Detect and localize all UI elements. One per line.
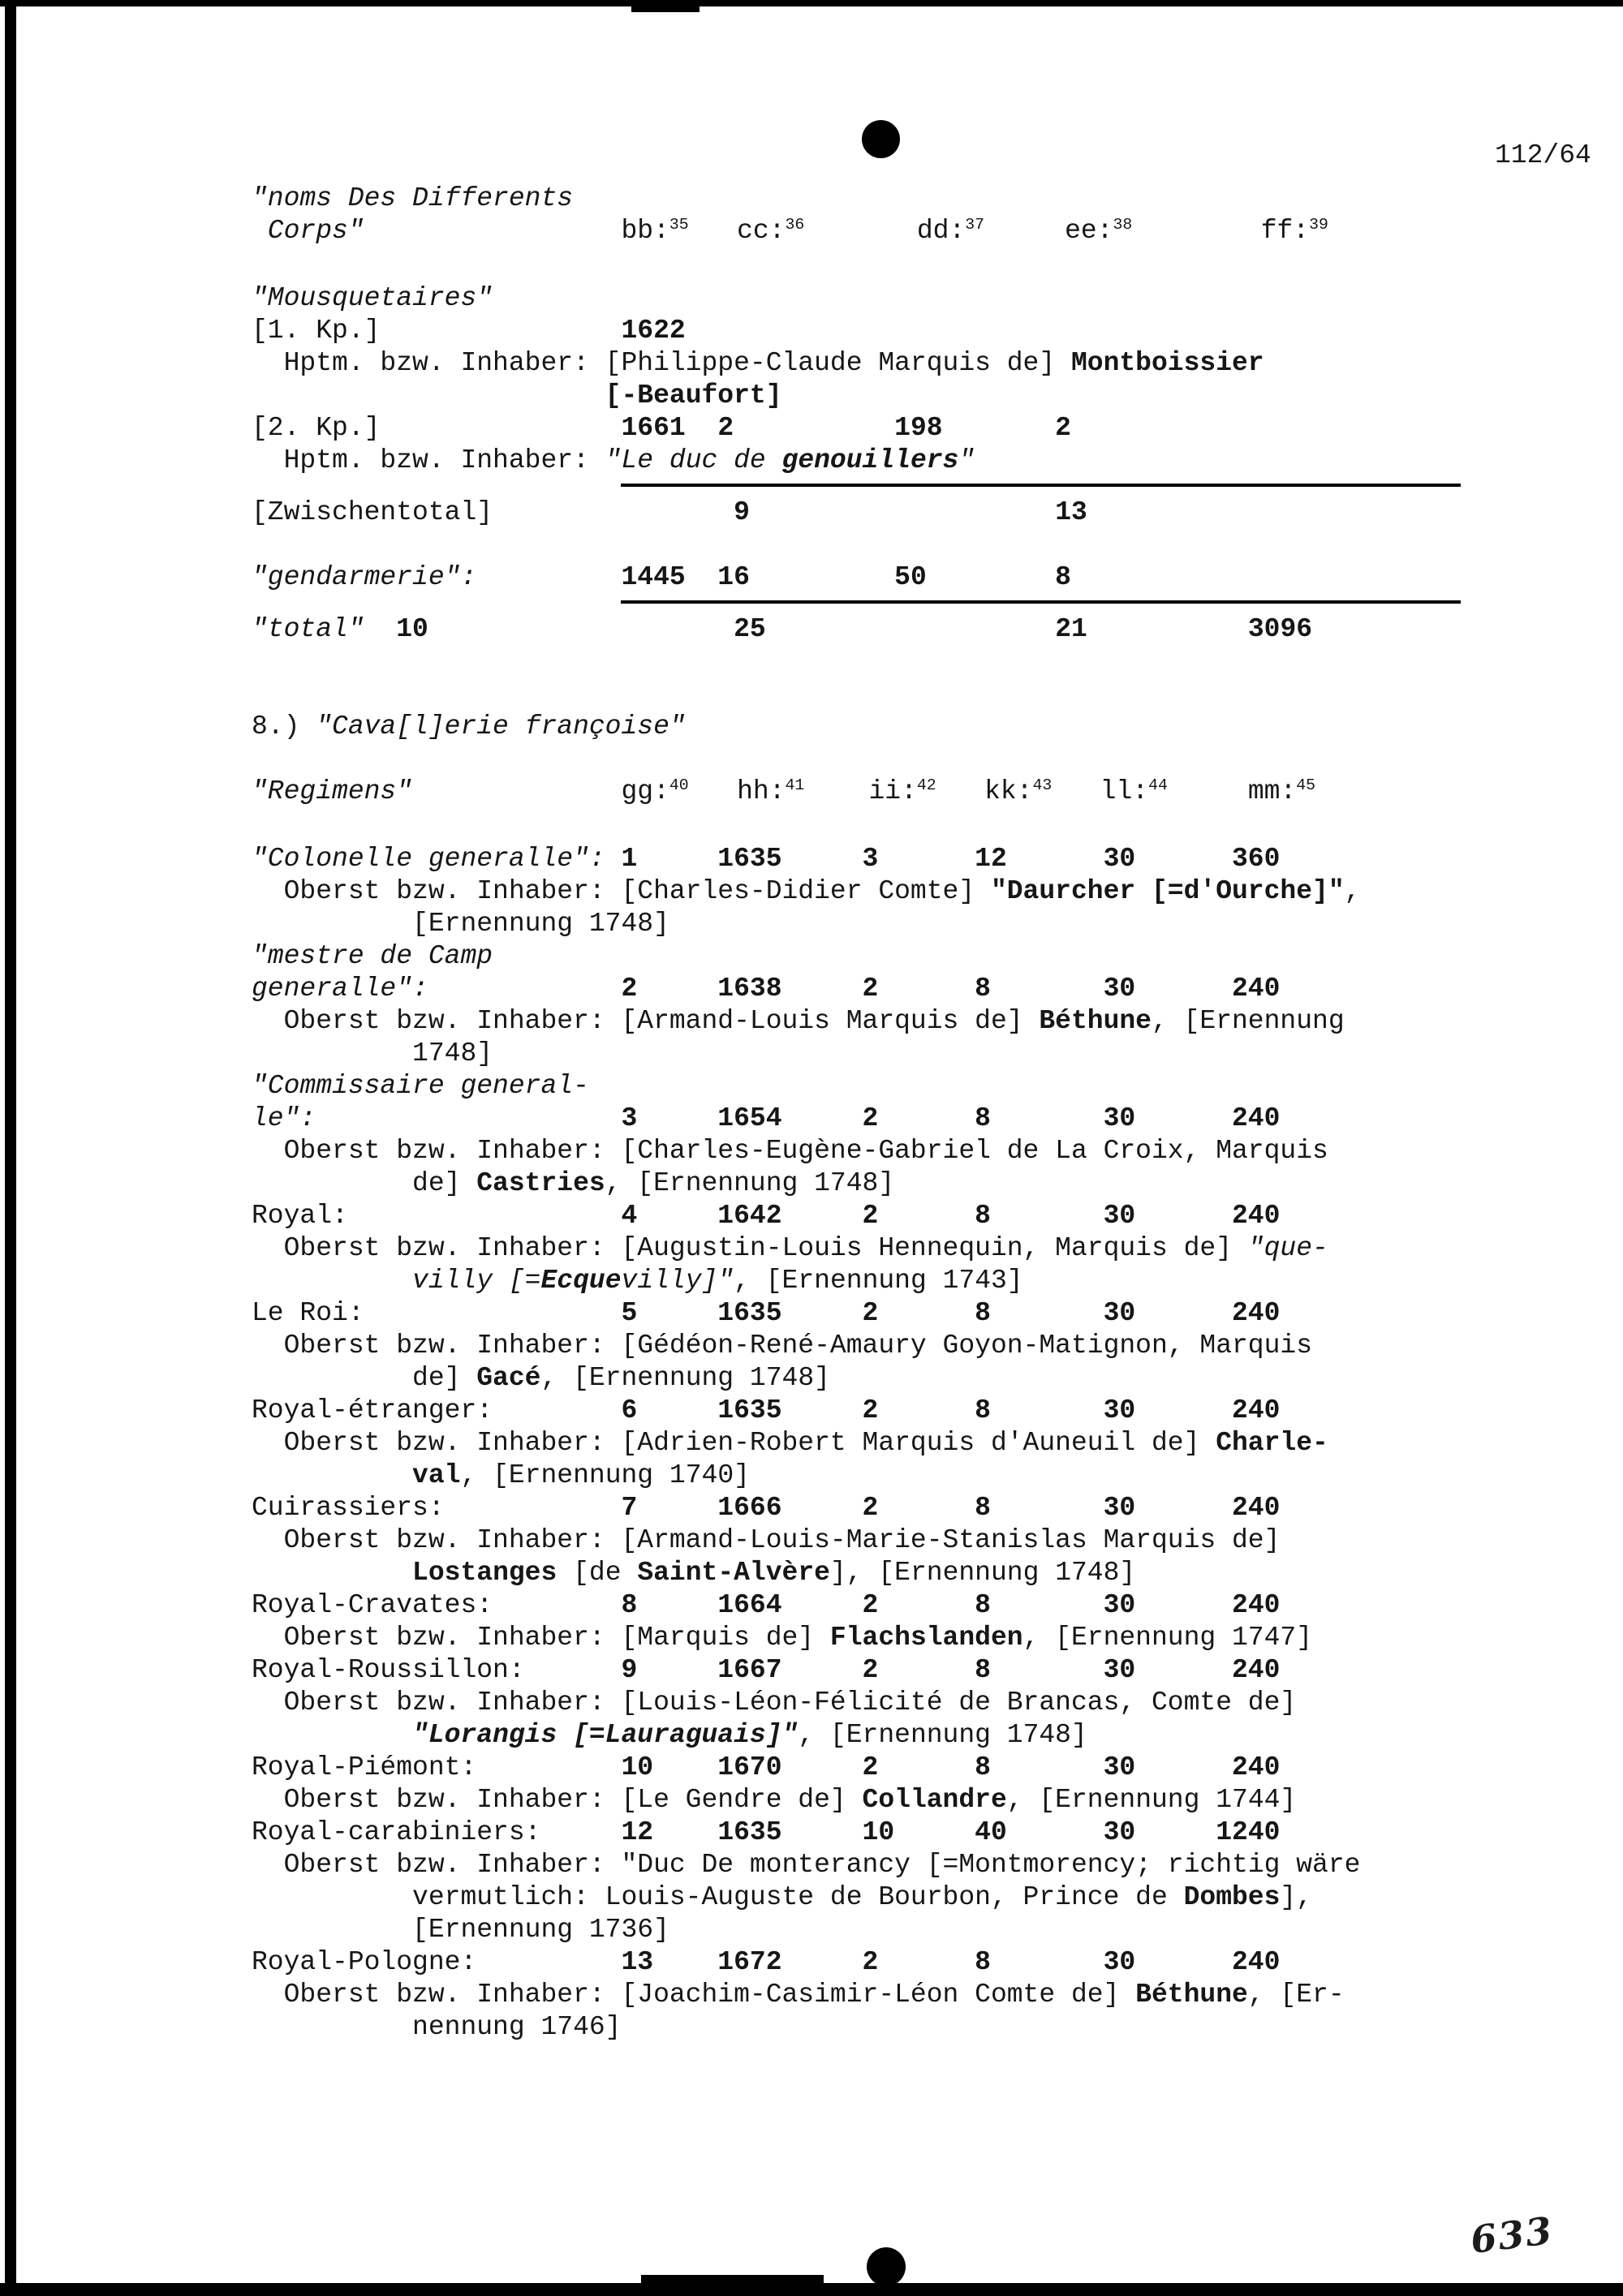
text-line [252,1460,1518,1492]
text-segment: 44 [1148,776,1168,795]
text-segment [766,614,1055,644]
table-rule [621,600,1461,604]
text-line [252,973,1518,1005]
text-segment [476,1752,621,1782]
text-segment: [1. Kp.] [252,316,381,346]
text-line [252,875,1518,908]
text-segment: 1622 [621,316,686,346]
hole-punch-mark-bottom [867,2247,906,2286]
text-line [252,1524,1518,1557]
text-line [252,1817,1518,1849]
text-segment: 45 [1296,776,1316,795]
text-line [252,776,1518,810]
text-segment: 42 [916,776,936,795]
text-segment: , [Ernennung 1740] [460,1460,750,1490]
text-segment: , [Ernennung 1744] [1006,1785,1297,1815]
text-segment: [2. Kp.] [252,413,381,443]
text-segment [316,1103,621,1133]
text-line [252,1200,1518,1232]
text-segment [364,614,397,644]
text-segment: Lostanges [412,1558,558,1588]
text-segment: gg: [621,776,669,806]
text-segment: ], [1280,1882,1313,1912]
text-segment: 10 [396,614,428,644]
text-segment [252,1558,412,1588]
text-line [252,1622,1518,1654]
text-segment [380,413,621,443]
text-line [252,1427,1518,1460]
text-segment: Flachslanden [829,1623,1023,1653]
text-segment: Oberst bzw. Inhaber: [Joachim-Casimir-Léon Comte de] [252,1980,1136,2010]
text-segment [936,776,984,806]
text-segment: villy]" [621,1266,734,1296]
text-segment [493,1395,621,1425]
text-segment [428,614,734,644]
text-segment: Royal-Pologne: [252,1947,477,1977]
text-segment: de] [252,1168,477,1198]
text-segment [476,562,621,592]
text-segment: bb: [621,216,669,246]
text-segment: Oberst bzw. Inhaber: [Augustin-Louis Hennequin, Marquis de] [252,1233,1248,1263]
text-line [252,380,1518,412]
text-segment: Corps" [252,216,364,246]
text-segment [493,497,734,527]
text-segment: 2 1638 2 8 30 240 [621,974,1281,1004]
text-segment: 1445 16 50 8 [621,562,1071,592]
table-rule [621,484,1461,487]
text-segment: hh: [737,776,786,806]
text-line [252,183,1518,215]
text-segment: 9 1667 2 8 30 240 [621,1655,1281,1685]
text-segment [493,1590,621,1620]
text-segment: "Regimens" [252,776,413,806]
text-segment: Royal-étranger: [252,1395,493,1425]
text-segment: "noms Des Differents [252,183,574,213]
text-segment [364,1298,622,1328]
text-segment: Oberst bzw. Inhaber: [Charles-Eugène-Gabriel de La Croix, Marquis [252,1136,1328,1166]
text-line [252,1849,1518,1881]
text-segment: [Ernennung 1736] [252,1915,669,1945]
text-line [252,743,1518,776]
text-segment: vermutlich: Louis-Auguste de Bourbon, Prince de [252,1882,1184,1912]
text-line [252,1914,1518,1946]
text-line [252,1881,1518,1914]
typewritten-lines [252,183,1518,2044]
text-segment: Hptm. bzw. Inhaber: [Philippe-Claude Marquis de] [252,348,1071,378]
text-line [252,1232,1518,1265]
text-segment: ee: [1065,216,1113,246]
text-segment [540,1817,621,1847]
text-line [252,347,1518,380]
text-segment [252,1720,412,1750]
text-segment: 1661 2 198 2 [621,413,1071,443]
text-segment: [-Beaufort] [605,381,782,411]
text-segment: " [958,445,975,475]
text-segment: Béthune [1135,1980,1248,2010]
text-segment: generalle": [252,974,428,1004]
text-line [252,1362,1518,1395]
text-segment: ll: [1100,776,1149,806]
text-segment: 12 1635 10 40 30 1240 [621,1817,1281,1847]
text-segment: ], [Ernennung 1748] [829,1558,1136,1588]
text-line [252,1946,1518,1979]
text-segment [1132,216,1260,246]
text-line [252,646,1518,678]
text-segment: Oberst bzw. Inhaber: [Le Gendre de] [252,1785,863,1815]
text-segment: 3096 [1247,614,1313,644]
text-line [252,529,1518,561]
text-segment: "total" [252,614,364,644]
text-segment: 4 1642 2 8 30 240 [621,1201,1281,1231]
text-segment: Dombes [1183,1882,1281,1912]
text-segment [750,497,1055,527]
text-segment: Le Roi: [252,1298,364,1328]
text-line [252,2011,1518,2044]
text-segment: , [Ernennung [1151,1006,1345,1036]
text-line [252,1005,1518,1038]
text-segment: ff: [1260,216,1310,246]
handwritten-folio-number: 633 [1468,2208,1556,2263]
text-line [252,412,1518,445]
text-segment: mm: [1247,776,1297,806]
text-line [252,908,1518,940]
text-segment: 8.) [252,712,316,742]
text-segment: Collandre [862,1785,1007,1815]
text-segment: 10 1670 2 8 30 240 [621,1752,1281,1782]
text-line [252,1395,1518,1427]
text-segment: "que- [1247,1233,1328,1263]
scan-edge-top [0,0,1623,6]
text-segment: Montboissier [1070,348,1264,378]
text-segment: Castries [476,1168,605,1198]
text-segment [348,1201,622,1231]
text-line [252,1589,1518,1622]
text-segment: de] [252,1363,477,1393]
text-segment: , [Ernennung 1743] [734,1266,1023,1296]
text-segment: Oberst bzw. Inhaber: [Charles-Didier Comte] [252,876,991,906]
text-line [252,678,1518,711]
text-segment: val [412,1460,461,1490]
text-segment: "Colonelle generalle": [252,844,605,874]
text-segment: Hptm. bzw. Inhaber: [252,445,605,475]
text-segment: Oberst bzw. Inhaber: [Louis-Léon-Félicité de Brancas, Comte de] [252,1688,1297,1718]
text-line [252,1070,1518,1103]
text-line [252,1038,1518,1070]
text-segment: [Zwischentotal] [252,497,493,527]
document-page [252,183,1518,2044]
text-segment [252,1460,412,1490]
text-segment: 3 1654 2 8 30 240 [621,1103,1281,1133]
text-segment: Royal: [252,1201,348,1231]
text-segment [525,1655,622,1685]
text-line [252,711,1518,743]
text-segment: "gendarmerie": [252,562,477,592]
text-segment: , [Ernennung 1748] [540,1363,830,1393]
text-line [252,1103,1518,1135]
text-segment: 38 [1113,216,1133,234]
text-line [252,1784,1518,1817]
text-segment [445,1493,622,1523]
text-segment [380,316,621,346]
text-segment: 9 [734,497,750,527]
text-line [252,215,1518,250]
text-segment: "Cava[l]erie françoise" [316,712,686,742]
text-segment: 6 1635 2 8 30 240 [621,1395,1281,1425]
text-segment: villy [= [412,1266,541,1296]
text-segment: Oberst bzw. Inhaber: [Gédéon-René-Amaury Goyon-Matignon, Marquis [252,1331,1313,1361]
text-segment: , [Ernennung 1747] [1022,1623,1313,1653]
text-segment [984,216,1065,246]
text-line [252,1752,1518,1784]
text-segment [804,216,917,246]
text-segment: 5 1635 2 8 30 240 [621,1298,1281,1328]
text-segment: 43 [1032,776,1053,795]
text-line [252,843,1518,875]
text-segment: 35 [669,216,689,234]
text-segment: Oberst bzw. Inhaber: [Marquis de] [252,1623,830,1653]
text-segment: Royal-Roussillon: [252,1655,525,1685]
text-segment: Royal-carabiniers: [252,1817,541,1847]
text-segment: 40 [669,776,689,795]
text-segment: nennung 1746] [252,2012,622,2042]
text-line [252,282,1518,315]
scan-edge-left [5,0,16,2296]
text-line [252,1654,1518,1687]
scan-binder-mark-top [631,0,700,12]
text-segment: 25 [734,614,766,644]
text-segment [689,216,737,246]
text-line [252,315,1518,347]
text-line [252,1297,1518,1330]
text-segment: Saint-Alvère [637,1558,830,1588]
scan-binder-mark-bottom [641,2275,824,2296]
text-segment: "Le duc de [605,445,782,475]
text-segment: "Lorangis [=Lauraguais]" [412,1720,799,1750]
text-line [252,561,1518,594]
text-segment: Oberst bzw. Inhaber: "Duc De monterancy [=Montmorency; richtig wäre [252,1850,1361,1880]
text-line [252,613,1518,646]
text-segment: 41 [785,776,805,795]
page-number: 112/64 [1495,140,1591,170]
text-line [252,810,1518,843]
text-segment: 37 [965,216,985,234]
text-segment [1052,776,1100,806]
text-segment: [Ernennung 1748] [252,909,669,939]
text-line [252,445,1518,477]
text-segment: Charle- [1216,1428,1328,1458]
text-segment: kk: [984,776,1033,806]
text-segment [412,776,621,806]
text-segment: Gacé [476,1363,541,1393]
text-line [252,1492,1518,1524]
text-segment: "mestre de Camp [252,941,493,971]
text-line [252,1265,1518,1297]
text-segment: 7 1666 2 8 30 240 [621,1493,1281,1523]
text-segment: Oberst bzw. Inhaber: [Armand-Louis Marquis de] [252,1006,1040,1036]
text-segment: 13 1672 2 8 30 240 [621,1947,1281,1977]
text-segment: Royal-Piémont: [252,1752,477,1782]
text-segment: [de [557,1558,638,1588]
text-segment: 39 [1309,216,1328,234]
text-line [252,1557,1518,1589]
text-segment: dd: [916,216,966,246]
text-line [252,1687,1518,1719]
hole-punch-mark-top [862,120,900,158]
text-line [252,250,1518,282]
text-segment: ii: [868,776,917,806]
text-segment: , [Ernennung 1748] [605,1168,895,1198]
text-segment [364,216,622,246]
text-line [252,1167,1518,1200]
text-segment: le": [252,1103,316,1133]
text-segment [476,1947,621,1977]
text-segment: , [1344,876,1361,906]
text-segment: 8 1664 2 8 30 240 [621,1590,1281,1620]
text-segment: genouillers [781,445,959,475]
text-segment: 1748] [252,1038,493,1068]
text-segment: Cuirassiers: [252,1493,445,1523]
text-segment: Oberst bzw. Inhaber: [Armand-Louis-Marie-Stanislas Marquis de] [252,1525,1281,1555]
text-segment [428,974,622,1004]
text-segment: "Mousquetaires" [252,283,493,313]
text-line [252,1979,1518,2011]
text-segment: 1 1635 3 12 30 360 [621,844,1281,874]
text-line [252,497,1518,529]
text-line [252,1135,1518,1167]
text-segment: Oberst bzw. Inhaber: [Adrien-Robert Marquis d'Auneuil de] [252,1428,1216,1458]
text-segment [1087,614,1248,644]
text-segment: "Daurcher [=d'Ourche]" [990,876,1345,906]
text-line [252,1330,1518,1362]
text-segment: 21 [1055,614,1087,644]
text-segment: , [Er- [1247,1980,1345,2010]
text-segment: Ecque [540,1266,622,1296]
text-segment: 13 [1055,497,1087,527]
text-segment [605,844,622,874]
text-line [252,1719,1518,1752]
text-segment [689,776,737,806]
text-segment: cc: [737,216,786,246]
text-segment: Béthune [1039,1006,1152,1036]
text-segment [1168,776,1248,806]
text-line [252,940,1518,973]
text-segment [804,776,868,806]
text-segment [252,381,605,411]
text-segment: 36 [785,216,805,234]
text-segment: "Commissaire general- [252,1071,589,1101]
text-segment: Royal-Cravates: [252,1590,493,1620]
text-segment [252,1266,412,1296]
text-segment: , [Ernennung 1748] [798,1720,1087,1750]
